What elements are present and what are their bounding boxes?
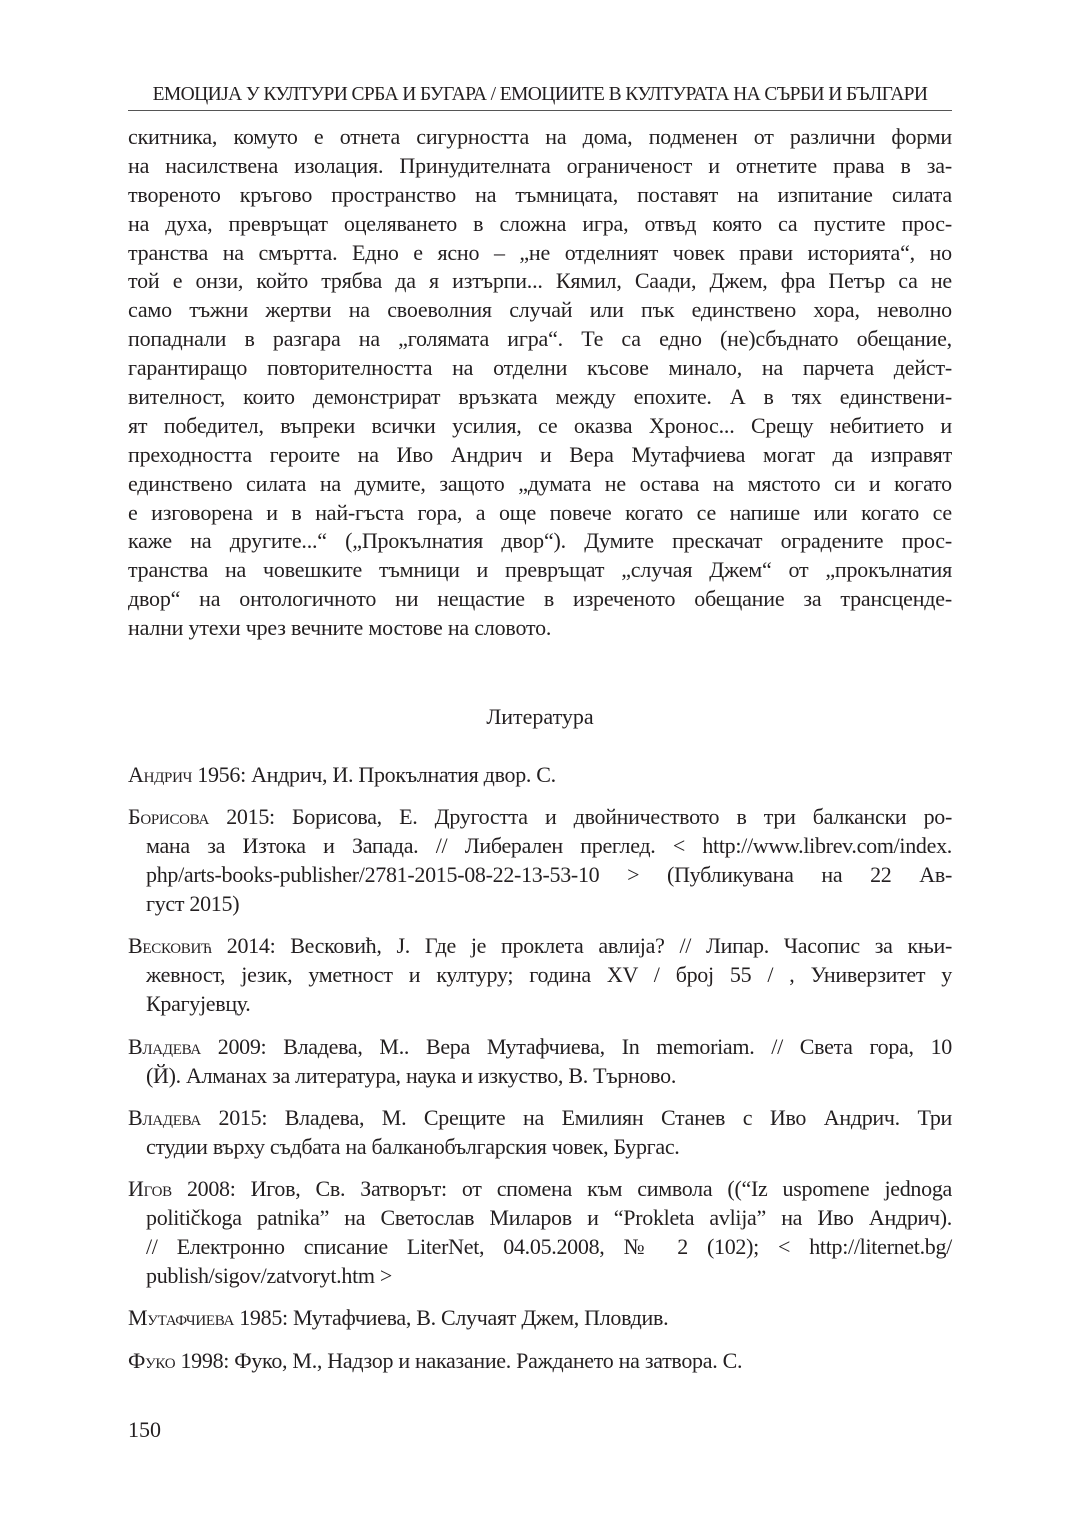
reference-author: Фуко <box>128 1347 176 1373</box>
text-line: транства на смъртта. Едно е ясно – „не отделният човек прави историята“, но <box>128 239 952 265</box>
reference-entry <box>128 1175 952 1291</box>
reference-first-line <box>128 932 952 961</box>
text-line: ят победител, въпреки всички усилия, се оказва Хронос... Срещу небитието и <box>128 412 952 438</box>
reference-line: političkoga patnika” на Светослав Миларов и “Prokleta avlija” на Иво Андрич). <box>146 1205 952 1231</box>
body-text <box>128 123 952 643</box>
text-line: той е онзи, който трябва да я изтърпи... Кямил, Саади, Джем, фра Петър са не <box>128 268 952 294</box>
reference-first-line <box>128 803 952 832</box>
text-line: на насилствена изолация. Принудителната ограниченост и отнетите права в за- <box>128 152 952 178</box>
reference-first-line <box>128 761 952 790</box>
reference-author: Мутафчиева <box>128 1305 235 1331</box>
reference-line: мана за Изтока и Запада. // Либерален преглед. < http://www.librev.com/index. <box>146 833 952 859</box>
reference-line: (Й). Алманах за литература, наука и изкуство, В. Търново. <box>146 1062 677 1088</box>
text-line: само тъжни жертви на своеволния случай или пък единствено хора, неволно <box>128 297 952 323</box>
reference-text: 1998: Фуко, М., Надзор и наказание. Раждането на затвора. С. <box>175 1347 743 1373</box>
reference-line: Крагујевцу. <box>146 991 251 1017</box>
reference-author: Андрич <box>128 762 193 787</box>
text-line: нални утехи чрез вечните мостове на словото. <box>128 615 552 641</box>
reference-first-line <box>128 1104 952 1133</box>
reference-author: Игов <box>128 1176 172 1202</box>
text-line: единствено силата на думите, защото „думата не остава на мястото си и когато <box>128 470 952 496</box>
text-line: скитника, комуто е отнета сигурността на дома, подменен от различни форми <box>128 124 952 149</box>
text-line: преходността героите на Иво Андрич и Вера Мутафчиева могат да изправят <box>128 441 952 467</box>
reference-entry <box>128 1104 952 1162</box>
reference-text: 1985: Мутафчиева, В. Случаят Джем, Пловдив. <box>234 1305 669 1331</box>
reference-text: 1956: Андрич, И. Прокълнатия двор. С. <box>192 762 556 787</box>
text-line: двор“ на онтологичното ни нещастие в изреченото обещание за трансценде- <box>128 586 952 612</box>
text-line: твореното кръгово пространство на тъмницата, поставят на изпитание силата <box>128 181 952 207</box>
reference-text: 2015: Владева, М. Срещите на Емилиян Станев с Иво Андрич. Три <box>200 1104 952 1130</box>
bibliography-list <box>128 761 952 1389</box>
reference-first-line <box>128 1033 952 1062</box>
reference-author: Владева <box>128 1104 201 1130</box>
reference-line: publish/sigov/zatvoryt.htm > <box>146 1262 392 1288</box>
reference-line: php/arts-books-publisher/2781-2015-08-22-13-53-10 > (Публикувана на 22 Ав- <box>146 862 952 888</box>
reference-first-line <box>128 1304 952 1333</box>
reference-first-line <box>128 1175 952 1204</box>
reference-entry <box>128 761 952 790</box>
reference-text: 2015: Борисова, Е. Другостта и двойничеството в три балкански ро- <box>208 804 952 830</box>
reference-line: жевност, језик, уметност и културу; година XV / број 55 / , Универзитет у <box>146 962 952 988</box>
text-line: каже на другите...“ („Прокълнатия двор“). Думите прескачат оградените прос- <box>128 528 952 554</box>
reference-entry <box>128 932 952 1019</box>
page-number: 150 <box>128 1417 161 1442</box>
reference-line: густ 2015) <box>146 891 240 917</box>
reference-first-line <box>128 1347 952 1376</box>
reference-text: 2008: Игов, Св. Затворът: от спомена към символа ((“Iz uspomene jednoga <box>171 1176 952 1202</box>
text-line: е изговорена и в най-гъста гора, а още повече когато се напише или когато се <box>128 499 952 525</box>
text-line: попаднали в разгара на „голямата игра“. Те са едно (не)сбъднато обещание, <box>128 326 952 352</box>
text-line: транства на човешките тъмници и превръщат „случая Джем“ от „прокълнатия <box>128 557 952 583</box>
reference-entry <box>128 1304 952 1333</box>
reference-entry <box>128 1347 952 1376</box>
reference-author: Весковић <box>128 933 212 959</box>
reference-entry <box>128 803 952 919</box>
text-line: на духа, превръщат оцеляването в сложна игра, отвъд която са пустите прос- <box>128 210 952 236</box>
text-line: вителност, които демонстрират връзката между епохите. А в тях единствени- <box>128 384 952 410</box>
reference-line: // Електронно списание LiterNet, 04.05.2008, № 2 (102); < http://liternet.bg/ <box>146 1233 952 1259</box>
reference-author: Владева <box>128 1033 201 1059</box>
header-rule <box>128 110 952 111</box>
text-line: гарантиращо повторителността на отделни късове минало, на парчета дейст- <box>128 355 952 381</box>
reference-text: 2009: Владева, М.. Вера Мутафчиева, In memoriam. // Света гора, 10 <box>200 1033 952 1059</box>
running-header: ЕМОЦИЈА У КУЛТУРИ СРБА И БУГАРА / ЕМОЦИИТЕ В КУЛТУРАТА НА СЪРБИ И БЪЛГАРИ <box>152 84 928 105</box>
bibliography-title: Литература <box>486 704 594 729</box>
reference-line: студии върху съдбата на балканобългарския човек, Бургас. <box>146 1133 680 1159</box>
reference-entry <box>128 1033 952 1091</box>
reference-author: Борисова <box>128 804 209 830</box>
reference-text: 2014: Весковић, Ј. Где је проклета авлија? // Липар. Часопис за књи- <box>211 933 952 959</box>
